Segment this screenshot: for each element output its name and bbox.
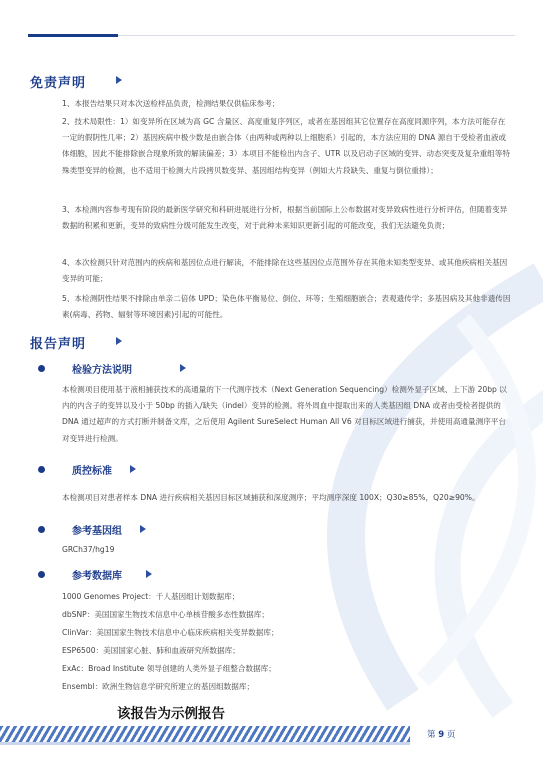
database-item: ExAc：Broad Institute 领导创建的人类外显子组整合数据库； (62, 664, 276, 673)
arrow-right-icon (146, 570, 152, 578)
disclaimer-item-3: 3、本检测内容参考现有阶段的最新医学研究和科研进展进行分析，根据当前国际上公布数据对变异致病性进行分析评估，但随着变异数据的积累和更新，变异的致病性分级可能发生改变，对于此种未来知识更新引起的可能改变，我们无法避免负责； (62, 205, 508, 231)
disclaimer-title: 免责声明 (30, 76, 87, 91)
report-title: 报告声明 (30, 337, 87, 352)
disclaimer-item-4: 4、本次检测只针对范围内的疾病和基因位点进行解读，不能排除在这些基因位点范围外存在其他未知类型变异、或其他疾病相关基因变异的可能； (62, 258, 508, 284)
method-text: 本检测项目使用基于液相捕获技术的高通量的下一代测序技术（Next Generation Sequencing）检测外显子区域、上下游 20bp 以内的内含子的变异以及小于 50bp 的插入/缺失（indel）变异的检测。将外周血中提取出来的人类基因组 DNA 或者由受检者提供的 DNA 通过超声的方式打断并制备文库，之后使用 Agilent SureSelect Human All V6 对目标区域进行捕获，并使用高通量测序平台对变异进行检测。 (62, 385, 507, 443)
arrow-right-icon (116, 337, 122, 345)
sample-report-notice: 该报告为示例报告 (117, 706, 225, 722)
database-item: ESP6500：美国国家心脏、肺和血液研究所数据库； (62, 646, 240, 655)
bullet-icon (38, 466, 45, 473)
disclaimer-item-5: 5、本检测阴性结果不排除由单亲二倍体 UPD；染色体平衡易位、倒位、环等；生殖细胞嵌合；表观遗传学；多基因病及其他非遗传因素(病毒、药物、辐射等环境因素)引起的可能性。 (62, 294, 511, 320)
databases-title: 参考数据库 (72, 571, 122, 582)
database-item: 1000 Genomes Project：千人基因组计划数据库； (62, 592, 240, 601)
bullet-icon (38, 365, 45, 372)
method-title: 检验方法说明 (72, 365, 132, 376)
database-item: dbSNP：美国国家生物技术信息中心单核苷酸多态性数据库； (62, 610, 269, 619)
bullet-icon (38, 571, 45, 578)
arrow-right-icon (116, 76, 122, 84)
disclaimer-item-1: 1、本报告结果只对本次送检样品负责，检测结果仅供临床参考； (62, 99, 280, 108)
header-divider (28, 35, 515, 36)
qc-title: 质控标准 (72, 466, 112, 477)
page-number (427, 728, 455, 740)
disclaimer-item-2: 2、技术局限性：1）如变异所在区域为高 GC 含量区、高度重复序列区，或者在基因组其它位置存在高度同源序列，本方法可能存在一定的假阴性几率；2）基因疾病中极少数是由嵌合体（由两种或两种以上细胞系）引起的，本方法应用的 DNA 源自于受检者血液或体细胞，因此不能排除嵌合现象所致的解读偏差；3）本项目不能检出内含子、UTR 以及启动子区域的变异、动态突变及复杂重组等特殊类型变异的检测，也不适用于检测大片段拷贝数变异、基因组结构变异（例如大片段缺失、重复与倒位重排）； (62, 117, 510, 175)
bullet-icon (38, 526, 45, 533)
database-item: ClinVar：美国国家生物技术信息中心临床疾病相关变异数据库； (62, 628, 279, 637)
page-prefix: 第 (427, 730, 436, 740)
arrow-right-icon (130, 465, 136, 473)
footer-stripe-bar (0, 726, 410, 742)
reference-genome-text: GRCh37/hg19 (62, 545, 115, 554)
header-accent-bar (28, 34, 118, 37)
database-item: Ensembl：欧洲生物信息学研究所建立的基因组数据库； (62, 682, 255, 691)
arrow-right-icon (180, 364, 186, 372)
footer-underline (0, 742, 410, 745)
reference-genome-title: 参考基因组 (72, 526, 122, 537)
qc-text: 本检测项目对患者样本 DNA 进行疾病相关基因目标区域捕获和深度测序；平均测序深度 100X；Q30≥85%，Q20≥90%。 (62, 493, 480, 502)
page-suffix: 页 (446, 730, 456, 740)
arrow-right-icon (140, 525, 146, 533)
page-number-value: 9 (438, 730, 445, 740)
